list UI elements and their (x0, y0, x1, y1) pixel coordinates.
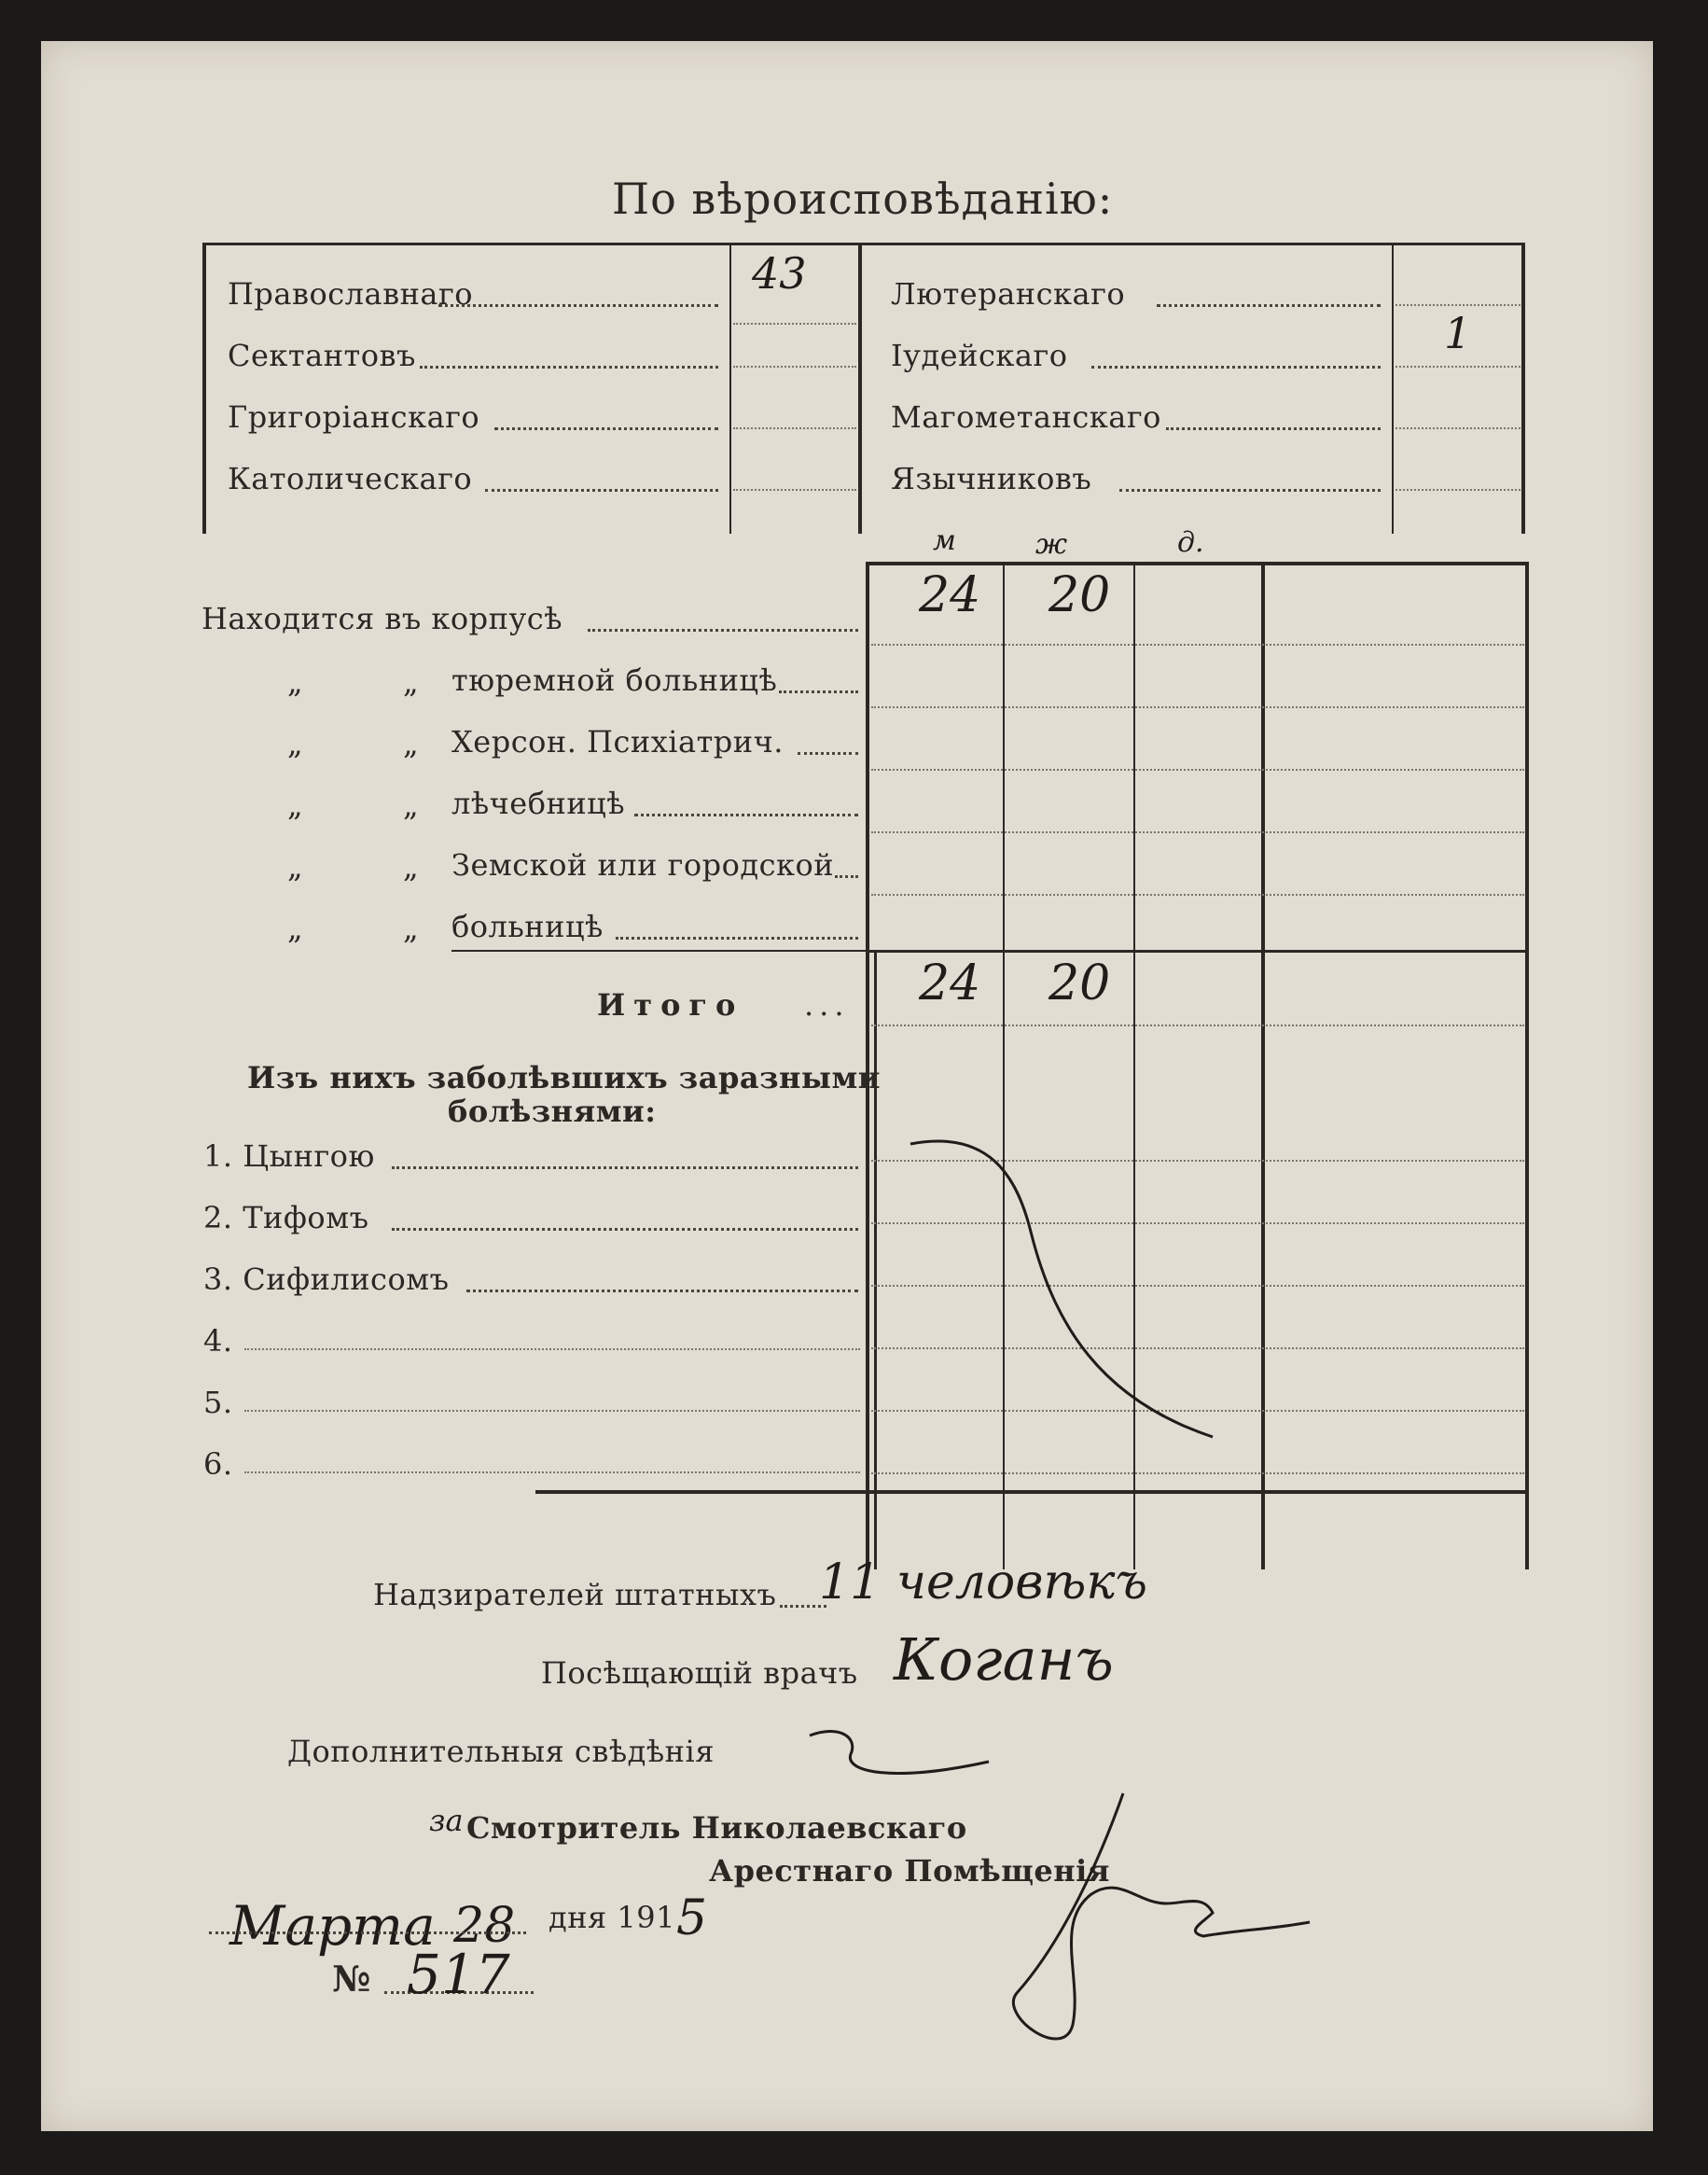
official-title-line1: Смотритель Николаевскаго (466, 1810, 967, 1846)
column-head-zh: ж (1035, 528, 1068, 561)
religion-label-orthodox: Православнаго (228, 276, 474, 312)
diseases-header-line1: Изъ нихъ заболѣвшихъ заразными (247, 1060, 882, 1095)
religion-label-sectarian: Сектантовъ (228, 338, 416, 373)
ditto-mark: „ (287, 788, 304, 823)
total-dots: ... (804, 987, 850, 1023)
religion-value-orthodox: 43 (752, 248, 807, 299)
disease-syphilis: 3. Сифилисомъ (203, 1262, 450, 1297)
location-label-prison-hospital: тюремной больницѣ (451, 662, 778, 698)
location-value-zh: 20 (1048, 567, 1111, 623)
religion-label-pagan: Язычниковъ (891, 461, 1092, 496)
religion-label-muslim: Магометанскаго (891, 399, 1161, 435)
wardens-value: 11 человѣкъ (819, 1555, 1148, 1610)
diseases-header-line2: болѣзнями: (448, 1094, 657, 1129)
doctor-value: Коганъ (894, 1625, 1114, 1694)
location-label-hospital: больницѣ (451, 909, 604, 944)
total-value-m: 24 (919, 955, 981, 1011)
ditto-mark: „ (403, 788, 420, 823)
ditto-mark: „ (287, 664, 304, 700)
wardens-label: Надзирателей штатныхъ (373, 1577, 777, 1612)
number-value: 517 (407, 1943, 510, 2006)
disease-blank-6: 6. (203, 1446, 233, 1482)
ditto-mark: „ (403, 726, 420, 761)
religion-value-jewish: 1 (1444, 308, 1472, 358)
ditto-mark: „ (287, 849, 304, 885)
location-label-kherson-psychiatric: Херсон. Психіатрич. (451, 724, 784, 760)
location-label-building: Находится въ корпусѣ (201, 601, 562, 636)
religion-label-catholic: Католическаго (228, 461, 473, 496)
ditto-mark: „ (403, 664, 420, 700)
disease-typhus: 2. Тифомъ (203, 1200, 369, 1235)
ditto-mark: „ (287, 911, 304, 946)
disease-scurvy: 1. Цынгою (203, 1138, 375, 1174)
total-label: Итого (597, 987, 744, 1023)
additional-info-label: Дополнительныя свѣдѣнія (287, 1734, 715, 1769)
religion-label-lutheran: Лютеранскаго (891, 276, 1126, 312)
location-value-m: 24 (919, 567, 981, 623)
doctor-label: Посѣщающій врачъ (541, 1655, 858, 1691)
disease-blank-4: 4. (203, 1323, 233, 1359)
location-label-zemstvo: Земской или городской (451, 847, 835, 883)
date-day-label: дня 191 (549, 1900, 675, 1935)
date-day: 28 (453, 1898, 516, 1954)
ditto-mark: „ (287, 726, 304, 761)
ditto-mark: „ (403, 849, 420, 885)
column-head-m: м (933, 524, 956, 557)
religion-label-jewish: Іудейскаго (891, 338, 1068, 373)
page-title: По вѣроисповѣданію: (612, 174, 1114, 224)
official-title-line2: Арестнаго Помѣщенія (709, 1853, 1110, 1889)
date-year-digit: 5 (676, 1890, 708, 1946)
total-value-zh: 20 (1048, 955, 1111, 1011)
column-head-d: д. (1177, 526, 1204, 559)
ditto-mark: „ (403, 911, 420, 946)
date-month: Марта (229, 1894, 436, 1958)
official-prefix: за (429, 1803, 464, 1838)
location-label-clinic: лѣчебницѣ (451, 786, 626, 821)
disease-blank-5: 5. (203, 1385, 233, 1420)
religion-label-gregorian: Григоріанскаго (228, 399, 480, 435)
number-label: № (332, 1958, 371, 2000)
